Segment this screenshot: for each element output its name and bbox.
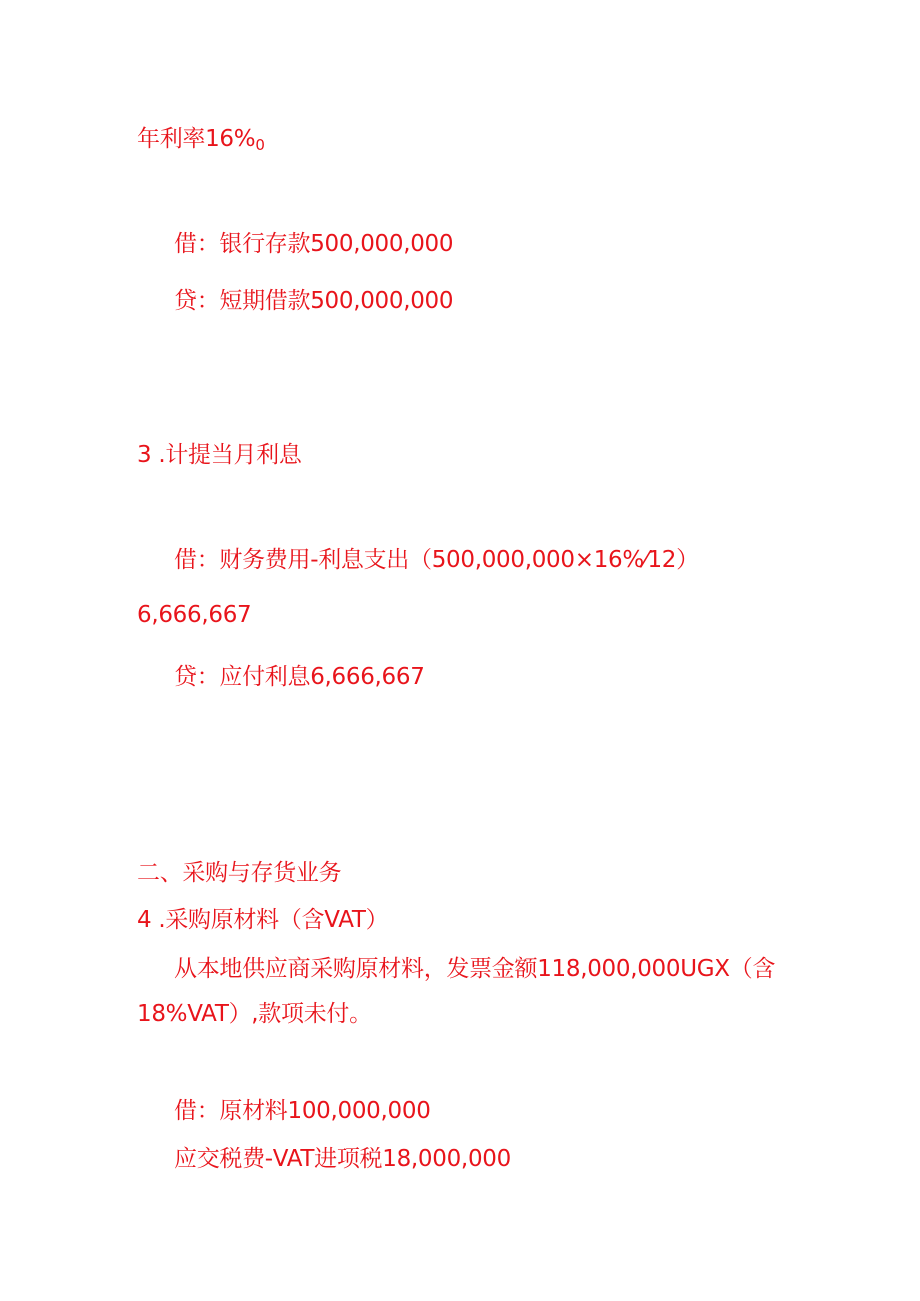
desc4-line2: 18%VAT）,款项未付。 xyxy=(137,1001,372,1027)
entry4-debit2: 应交税费-VAT进项税18,000,000 xyxy=(174,1146,511,1172)
entry4-debit1: 借：原材料100,000,000 xyxy=(174,1098,431,1124)
desc4-line1: 从本地供应商采购原材料，发票金额118,000,000UGX（含 xyxy=(174,956,776,982)
section-2-title: 二、采购与存货业务 xyxy=(137,860,342,886)
heading-4: 4 .采购原材料（含VAT） xyxy=(137,907,389,933)
annual-rate-text: 年利率16% xyxy=(137,126,256,152)
entry1-debit: 借：银行存款500,000,000 xyxy=(174,231,454,257)
entry1-credit: 贷：短期借款500,000,000 xyxy=(174,288,454,314)
annual-rate-line xyxy=(137,124,265,160)
entry3-debit: 借：财务费用-利息支出（500,000,000×16%⁄12） xyxy=(174,547,699,573)
entry3-credit: 贷：应付利息6,666,667 xyxy=(174,664,425,690)
heading-3: 3 .计提当月利息 xyxy=(137,442,302,468)
entry3-amount: 6,666,667 xyxy=(137,602,252,628)
annual-rate-suffix: 0 xyxy=(255,136,265,154)
